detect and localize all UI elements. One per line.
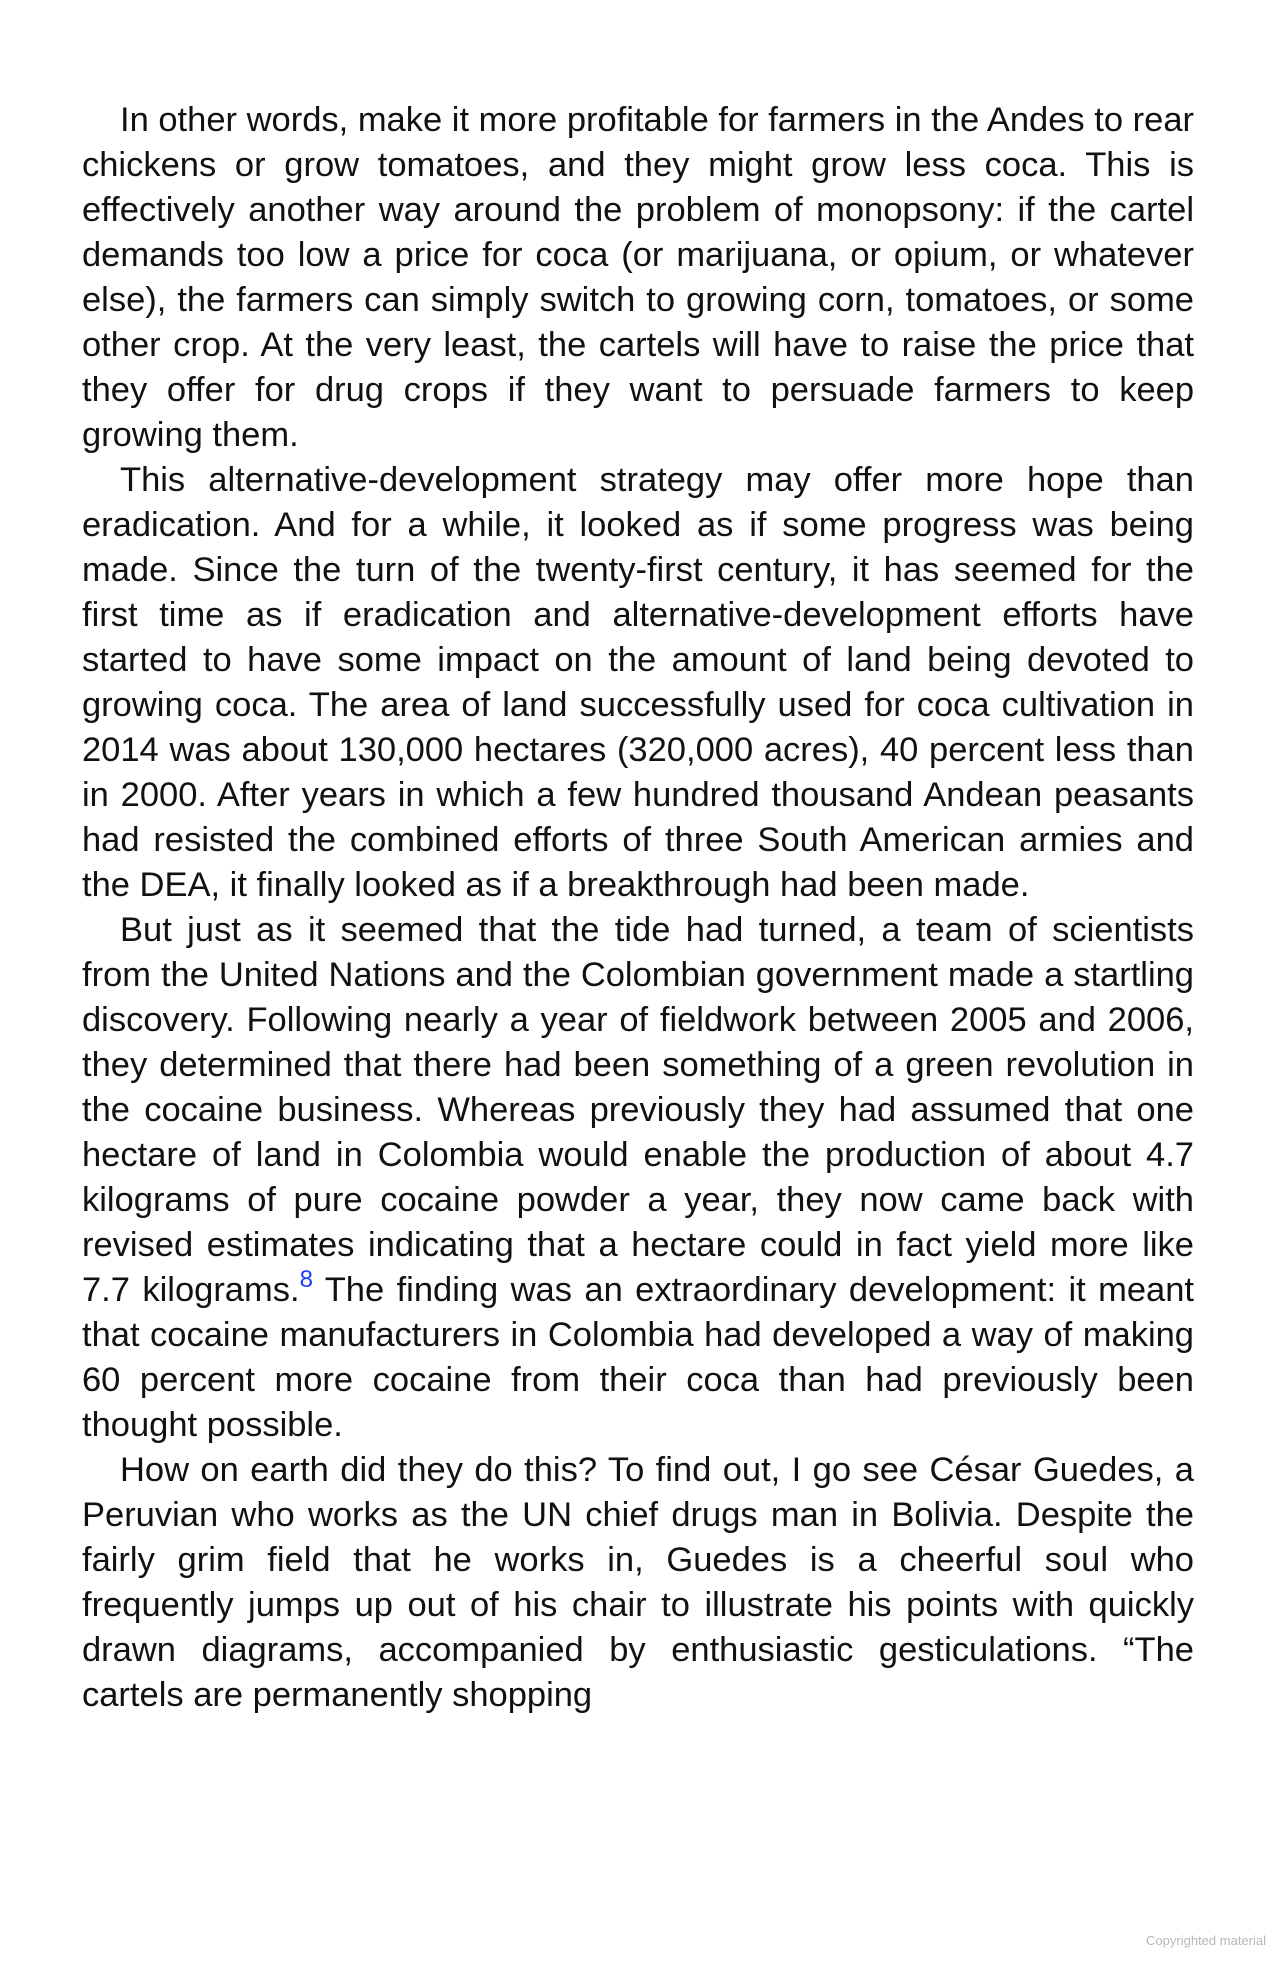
paragraph-3-text-after-footnote: The finding was an extraordinary development: it meant that cocaine manufacturers in Colombia had developed a way of making 60 percent more cocaine from their coca than had previously been thought possible.	[82, 1271, 1195, 1444]
paragraph-3	[82, 908, 1194, 1448]
paragraph-1: In other words, make it more profitable for farmers in the Andes to rear chickens or grow tomatoes, and they might grow less coca. This is effectively another way around the problem of monopsony: if the cartel demands too low a price for coca (or marijuana, or opium, or whatever else), the farmers can simply switch to growing corn, tomatoes, or some other crop. At the very least, the cartels will have to raise the price that they offer for drug crops if they want to persuade farmers to keep growing them.	[82, 101, 1194, 454]
paragraph-2: This alternative-development strategy may offer more hope than eradication. And for a while, it looked as if some progress was being made. Since the turn of the twenty-first century, it has seemed for the first time as if eradication and alternative-development efforts have started to have some impact on the amount of land being devoted to growing coca. The area of land successfully used for coca cultivation in 2014 was about 130,000 hectares (320,000 acres), 40 percent less than in 2000. After years in which a few hundred thousand Andean peasants had resisted the combined efforts of three South American armies and the DEA, it finally looked as if a breakthrough had been made.	[82, 461, 1194, 904]
book-page-body	[82, 98, 1194, 1718]
footnote-reference-link[interactable]: 8	[299, 1266, 313, 1293]
paragraph-3-text-before-footnote: But just as it seemed that the tide had turned, a team of scientists from the United Nations and the Colombian government made a startling discovery. Following nearly a year of fieldwork between 2005 and 2006, they determined that there had been something of a green revolution in the cocaine business. Whereas previously they had assumed that one hectare of land in Colombia would enable the production of about 4.7 kilograms of pure cocaine powder a year, they now came back with revised estimates indicating that a hectare could in fact yield more like 7.7 kilograms.	[82, 911, 1194, 1309]
copyright-watermark: Copyrighted material	[1146, 1933, 1266, 1948]
paragraph-4: How on earth did they do this? To find out, I go see César Guedes, a Peruvian who works as the UN chief drugs man in Bolivia. Despite the fairly grim field that he works in, Guedes is a cheerful soul who frequently jumps up out of his chair to illustrate his points with quickly drawn diagrams, accompanied by enthusiastic gesticulations. “The cartels are permanently shopping	[82, 1451, 1194, 1714]
